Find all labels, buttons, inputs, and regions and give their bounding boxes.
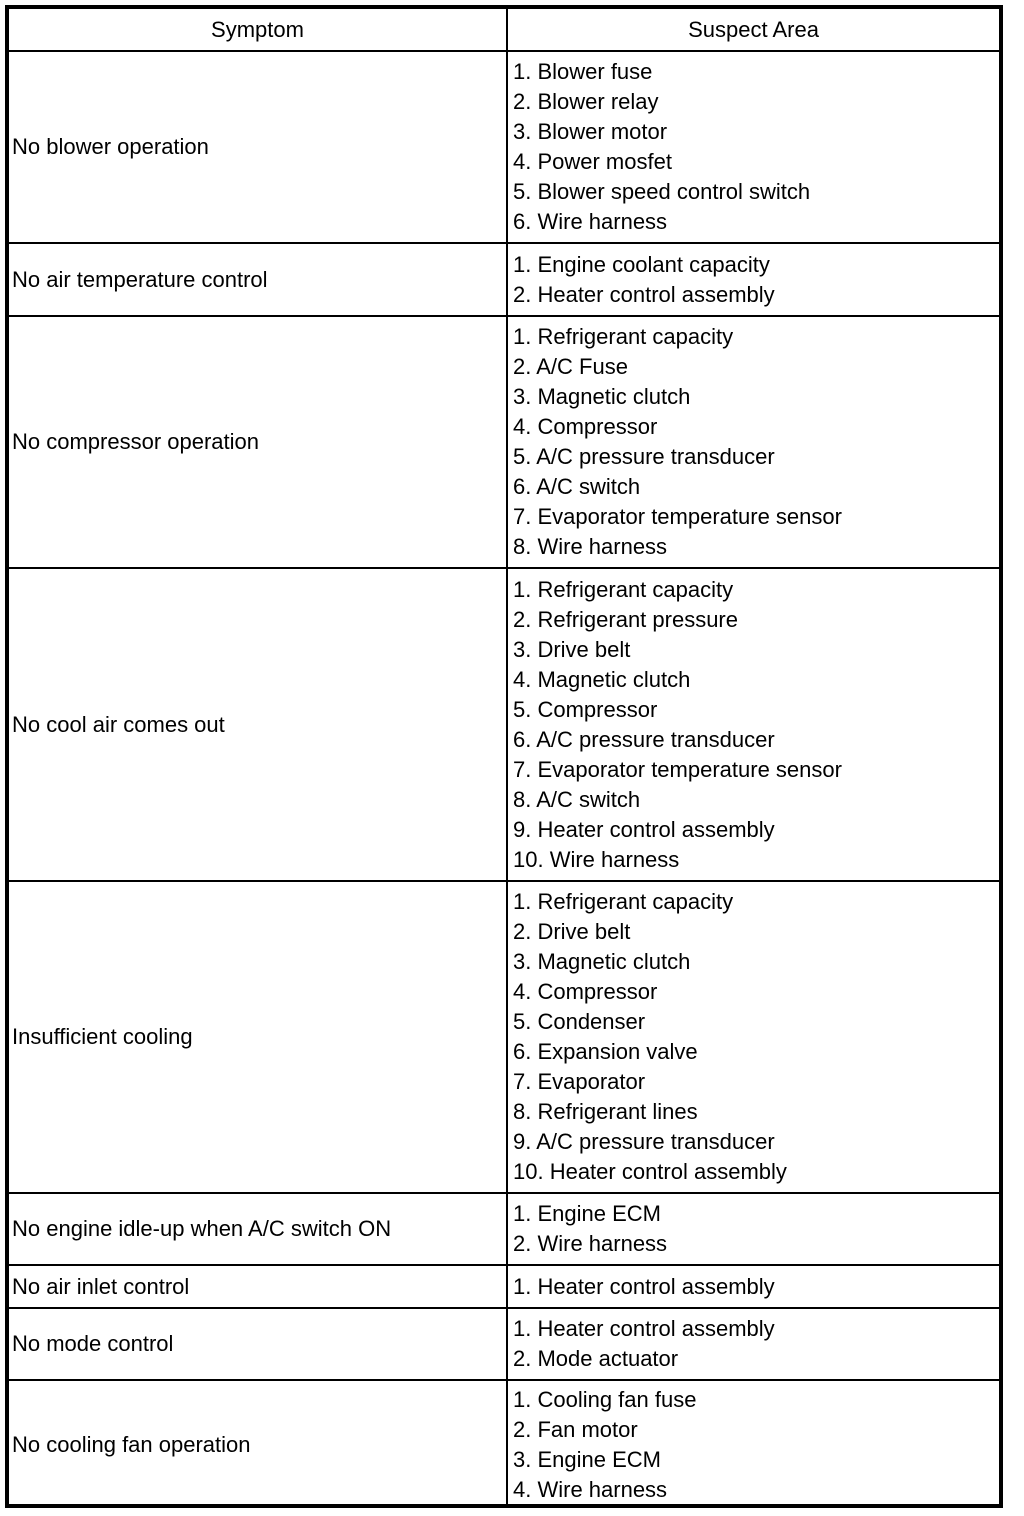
suspect-area-item: 1. Blower fuse	[513, 59, 653, 84]
table-row	[9, 242, 999, 315]
suspect-area-item: 4. Wire harness	[513, 1476, 668, 1502]
suspect-area-item: 3. Magnetic clutch	[513, 384, 691, 409]
suspect-area-item: 7. Evaporator	[513, 1069, 646, 1094]
suspect-area-cell	[508, 317, 999, 567]
suspect-area-item: 7. Evaporator temperature sensor	[513, 756, 842, 782]
suspect-area-item: 6. Wire harness	[513, 209, 668, 234]
symptom-cell: No air temperature control	[9, 244, 508, 315]
suspect-area-item: 2. Heater control assembly	[513, 281, 775, 307]
symptom-cell: No mode control	[9, 1309, 508, 1379]
table-header-row	[9, 9, 999, 50]
suspect-area-item: 9. Heater control assembly	[513, 816, 775, 842]
suspect-area-item: 8. A/C switch	[513, 786, 641, 812]
suspect-area-item: 2. Refrigerant pressure	[513, 606, 738, 632]
table-row	[9, 50, 999, 242]
symptom-table	[5, 5, 1003, 1508]
suspect-area-item: 7. Evaporator temperature sensor	[513, 504, 842, 529]
symptom-cell: No engine idle-up when A/C switch ON	[9, 1194, 508, 1264]
suspect-area-item: 3. Engine ECM	[513, 1446, 661, 1472]
symptom-cell: Insufficient cooling	[9, 882, 508, 1192]
suspect-area-cell	[508, 1266, 999, 1307]
suspect-area-item: 4. Compressor	[513, 979, 658, 1004]
symptom-cell: No cool air comes out	[9, 569, 508, 880]
suspect-area-item: 6. A/C pressure transducer	[513, 726, 775, 752]
symptom-cell: No air inlet control	[9, 1266, 508, 1307]
suspect-area-item: 4. Compressor	[513, 414, 658, 439]
suspect-area-item: 6. A/C switch	[513, 474, 641, 499]
suspect-area-item: 9. A/C pressure transducer	[513, 1129, 775, 1154]
suspect-area-item: 2. A/C Fuse	[513, 354, 628, 379]
suspect-area-item: 2. Wire harness	[513, 1231, 668, 1256]
suspect-area-item: 1. Cooling fan fuse	[513, 1386, 697, 1412]
header-symptom: Symptom	[9, 9, 508, 50]
suspect-area-item: 1. Refrigerant capacity	[513, 889, 734, 914]
suspect-area-item: 1. Engine ECM	[513, 1201, 661, 1226]
symptom-cell: No blower operation	[9, 52, 508, 242]
suspect-area-cell	[508, 1194, 999, 1264]
symptom-cell: No compressor operation	[9, 317, 508, 567]
suspect-area-cell	[508, 52, 999, 242]
table-row	[9, 1307, 999, 1379]
table-row	[9, 567, 999, 880]
suspect-area-cell	[508, 1381, 999, 1508]
suspect-area-item: 5. Condenser	[513, 1009, 646, 1034]
suspect-area-cell	[508, 569, 999, 880]
suspect-area-item: 5. Blower speed control switch	[513, 179, 811, 204]
suspect-area-item: 8. Wire harness	[513, 534, 668, 559]
suspect-area-item: 2. Fan motor	[513, 1416, 638, 1442]
suspect-area-item: 8. Refrigerant lines	[513, 1099, 698, 1124]
suspect-area-cell	[508, 244, 999, 315]
suspect-area-item: 3. Blower motor	[513, 119, 668, 144]
table-row	[9, 315, 999, 567]
suspect-area-item: 2. Blower relay	[513, 89, 659, 114]
suspect-area-item: 1. Refrigerant capacity	[513, 324, 734, 349]
header-suspect-area: Suspect Area	[688, 16, 819, 42]
suspect-area-item: 1. Heater control assembly	[513, 1316, 775, 1341]
suspect-area-item: 2. Mode actuator	[513, 1346, 679, 1371]
suspect-area-item: 1. Refrigerant capacity	[513, 576, 734, 602]
suspect-area-item: 10. Wire harness	[513, 846, 680, 872]
suspect-area-cell	[508, 882, 999, 1192]
suspect-area-item: 10. Heater control assembly	[513, 1159, 787, 1184]
suspect-area-item: 1. Engine coolant capacity	[513, 251, 770, 277]
symptom-cell: No cooling fan operation	[9, 1381, 508, 1508]
suspect-area-item: 4. Magnetic clutch	[513, 666, 691, 692]
suspect-area-item: 3. Magnetic clutch	[513, 949, 691, 974]
suspect-area-item: 6. Expansion valve	[513, 1039, 698, 1064]
suspect-area-item: 2. Drive belt	[513, 919, 631, 944]
suspect-area-item: 1. Heater control assembly	[513, 1273, 775, 1299]
table-row	[9, 1379, 999, 1508]
suspect-area-item: 5. A/C pressure transducer	[513, 444, 775, 469]
table-row	[9, 1264, 999, 1307]
table-row	[9, 880, 999, 1192]
suspect-area-cell	[508, 1309, 999, 1379]
suspect-area-item: 4. Power mosfet	[513, 149, 672, 174]
suspect-area-item: 5. Compressor	[513, 696, 658, 722]
suspect-area-item: 3. Drive belt	[513, 636, 631, 662]
table-row	[9, 1192, 999, 1264]
